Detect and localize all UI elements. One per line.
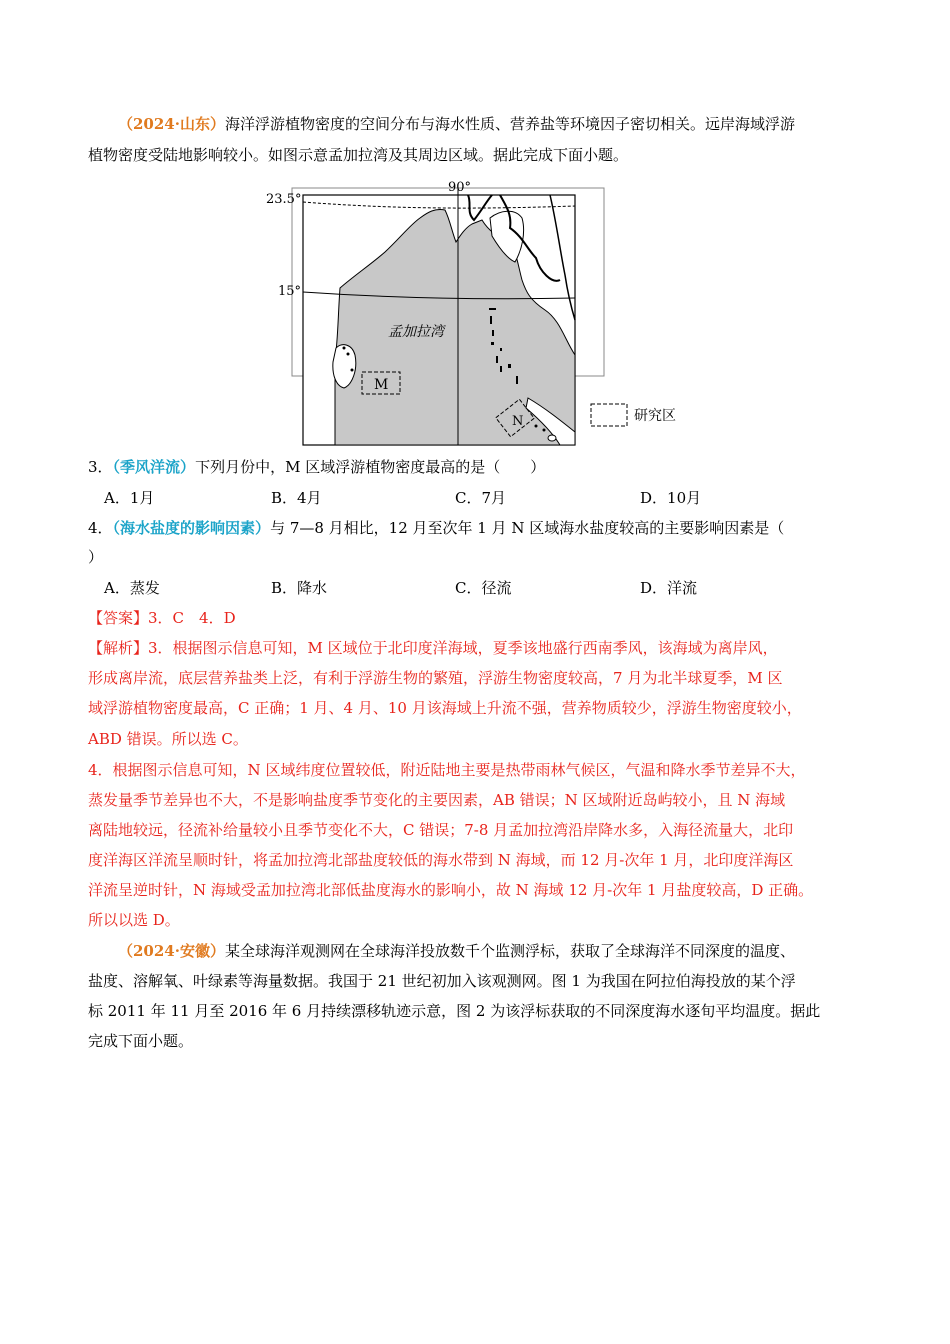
q3-option-b[interactable]: B．4月 [271, 489, 322, 507]
intro2-line4: 完成下面小题。 [88, 1032, 194, 1050]
answer: 【答案】3．C 4．D [88, 609, 236, 627]
intro2-line3: 标 2011 年 11 月至 2016 年 6 月持续漂移轨迹示意，图 2 为该浮标获取的不同深度海水逐旬平均温度。据此 [88, 1002, 821, 1020]
analysis-line: 度洋海区洋流呈顺时针，将孟加拉湾北部盐度较低的海水带到 N 海域，而 12 月-次年 1 月，北印度洋海区 [88, 851, 794, 869]
box-m-label: M [374, 377, 389, 393]
analysis-line: 所以以选 D。 [88, 911, 180, 929]
lat-mid-label: 15° [278, 284, 302, 299]
analysis-line: 【解析】3．根据图示信息可知，M 区域位于北印度洋海域，夏季该地盛行西南季风，该海域为离岸风， [88, 639, 778, 657]
intro2-text: 某全球海洋观测网在全球海洋投放数千个监测浮标，获取了全球海洋不同深度的温度、 [224, 942, 795, 960]
intro2-line2: 盐度、溶解氧、叶绿素等海量数据。我国于 21 世纪初加入该观测网。图 1 为我国在阿拉伯海投放的某个浮 [88, 972, 796, 990]
analysis-line: 蒸发量季节差异也不大，不是影响盐度季节变化的主要因素，AB 错误；N 区域附近岛屿较小，且 N 海域 [88, 791, 786, 809]
question-text: 下列月份中，M 区域浮游植物密度最高的是（ ） [195, 458, 546, 476]
bay-of-bengal-map [260, 180, 700, 450]
question-text: 与 7—8 月相比，12 月至次年 1 月 N 区域海水盐度较高的主要影响因素是（ [270, 519, 785, 537]
question-4-cont: ） [88, 548, 104, 566]
q3-option-a[interactable]: A．1月 [104, 489, 155, 507]
q4-option-c[interactable]: C．径流 [455, 579, 512, 597]
intro1-line1 [118, 113, 795, 135]
intro1-line2: 植物密度受陆地影响较小。如图示意孟加拉湾及其周边区域。据此完成下面小题。 [88, 146, 629, 164]
q4-option-d[interactable]: D．洋流 [640, 579, 698, 597]
analysis-line: 洋流呈逆时针，N 海域受孟加拉湾北部低盐度海水的影响小，故 N 海域 12 月-次年 1 月盐度较高，D 正确。 [88, 881, 814, 899]
topic-tag: （季风洋流） [112, 458, 196, 476]
box-n-label: N [512, 414, 524, 429]
question-number: 3． [88, 458, 113, 476]
legend-box [591, 404, 627, 426]
analysis-line: ABD 错误。所以选 C。 [88, 730, 248, 748]
map-svg [260, 180, 700, 450]
intro2-line1 [118, 940, 795, 962]
lon-label: 90° [448, 180, 472, 195]
q4-option-b[interactable]: B．降水 [271, 579, 328, 597]
source-tag: （2024·山东） [118, 115, 225, 133]
question-number: 4． [88, 519, 113, 537]
source-tag: （2024·安徽） [118, 942, 225, 960]
topic-tag: （海水盐度的影响因素） [112, 519, 271, 537]
legend-label: 研究区 [634, 408, 676, 424]
q3-option-c[interactable]: C．7月 [455, 489, 507, 507]
question-4 [88, 517, 784, 539]
question-3 [88, 456, 545, 478]
analysis-line: 域浮游植物密度最高，C 正确；1 月、4 月、10 月该海域上升流不强，营养物质较少，浮游生物密度较小， [88, 699, 802, 717]
intro1-text: 海洋浮游植物密度的空间分布与海水性质、营养盐等环境因子密切相关。远岸海域浮游 [224, 115, 795, 133]
analysis-line: 离陆地较远，径流补给量较小且季节变化不大，C 错误；7-8 月孟加拉湾沿岸降水多，入海径流量大，北印 [88, 821, 794, 839]
sea-label: 孟加拉湾 [388, 324, 444, 340]
lat-top-label: 23.5° [266, 192, 302, 207]
q4-option-a[interactable]: A．蒸发 [104, 579, 160, 597]
analysis-line: 4．根据图示信息可知，N 区域纬度位置较低，附近陆地主要是热带雨林气候区，气温和降水季节差异不大， [88, 761, 806, 779]
analysis-line: 形成离岸流，底层营养盐类上泛，有利于浮游生物的繁殖，浮游生物密度较高，7 月为北半球夏季，M 区 [88, 669, 783, 687]
q3-option-d[interactable]: D．10月 [640, 489, 702, 507]
